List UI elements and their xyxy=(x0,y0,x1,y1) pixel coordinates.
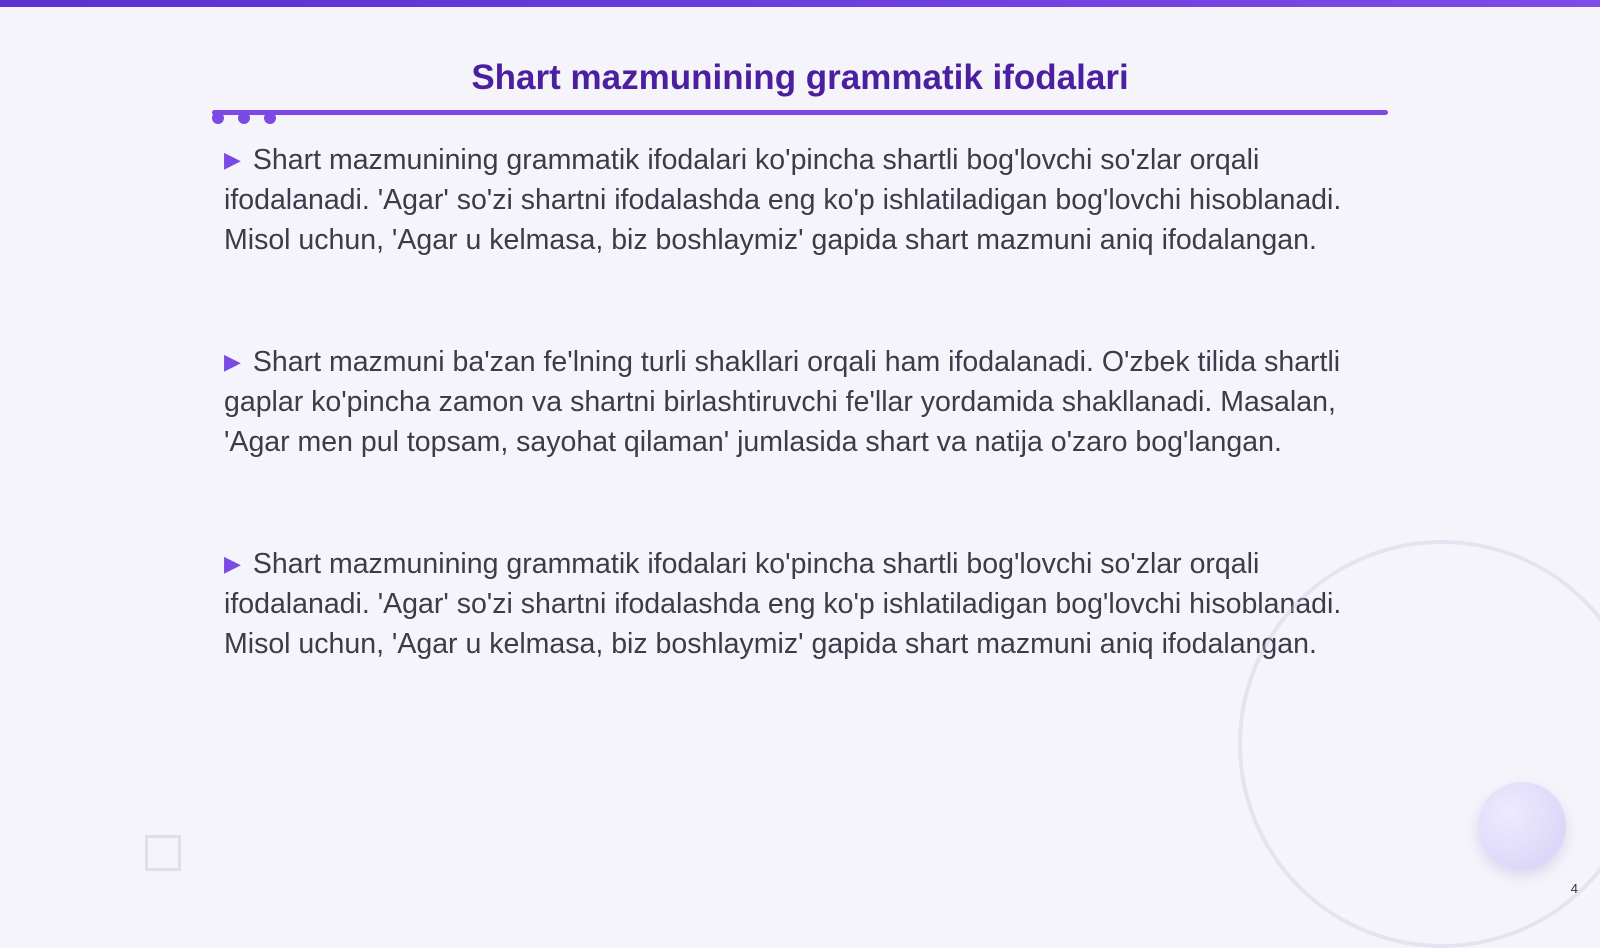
bullet-item xyxy=(224,140,1364,260)
decor-dot xyxy=(264,112,276,124)
triangle-right-icon: ▶ xyxy=(224,551,241,576)
decor-square xyxy=(145,835,181,871)
bullet-text: Shart mazmunining grammatik ifodalari ko'pincha shartli bog'lovchi so'zlar orqali ifodalanadi. 'Agar' so'zi shartni ifodalashda eng ko'p ishlatiladigan bog'lovchi hisoblanadi. Misol uchun, 'Agar u kelmasa, biz boshlaymiz' gapida shart mazmuni aniq ifodalangan. xyxy=(224,144,1342,256)
slide-title: Shart mazmunining grammatik ifodalari xyxy=(471,58,1129,97)
bullet-text: Shart mazmuni ba'zan fe'lning turli shakllari orqali ham ifodalanadi. O'zbek tilida shartli gaplar ko'pincha zamon va shartni birlashtiruvchi fe'llar yordamida shakllanadi. Masalan, 'Agar men pul topsam, sayohat qilaman' jumlasida shart va natija o'zaro bog'langan. xyxy=(224,346,1341,458)
bullet-text: Shart mazmunining grammatik ifodalari ko'pincha shartli bog'lovchi so'zlar orqali ifodalanadi. 'Agar' so'zi shartni ifodalashda eng ko'p ishlatiladigan bog'lovchi hisoblanadi. Misol uchun, 'Agar u kelmasa, biz boshlaymiz' gapida shart mazmuni aniq ifodalangan. xyxy=(224,548,1342,660)
triangle-right-icon: ▶ xyxy=(224,147,241,172)
bullet-item xyxy=(224,342,1364,462)
decor-ball xyxy=(1478,782,1566,870)
page-number: 4 xyxy=(1570,881,1578,896)
top-accent-bar xyxy=(0,0,1600,7)
triangle-right-icon: ▶ xyxy=(224,349,241,374)
title-underline xyxy=(212,110,1388,115)
bullet-list xyxy=(224,140,1364,746)
bullet-item xyxy=(224,544,1364,664)
decor-dot xyxy=(212,112,224,124)
decor-dot xyxy=(238,112,250,124)
